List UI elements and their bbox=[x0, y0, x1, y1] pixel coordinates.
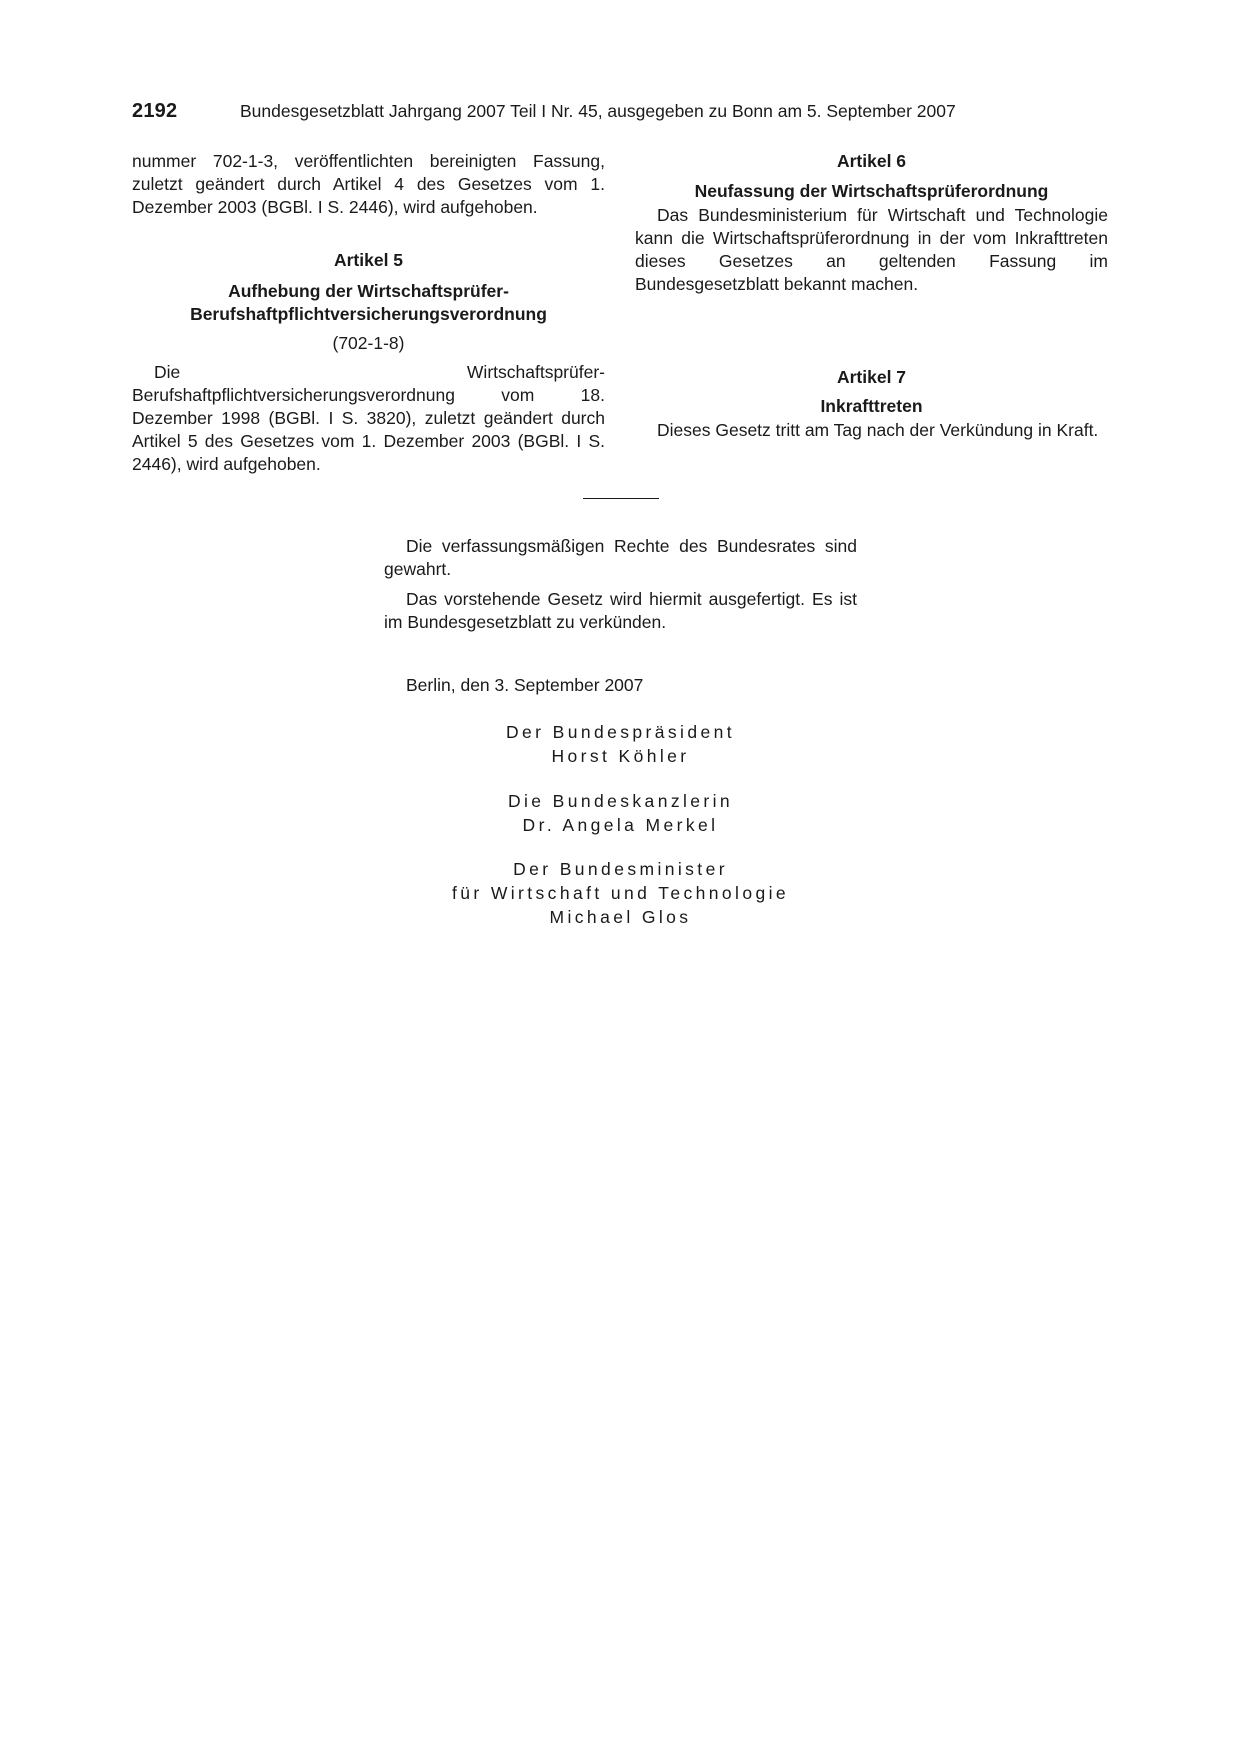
signing-date: Berlin, den 3. September 2007 bbox=[406, 675, 644, 695]
artikel-7-title: Artikel 7 bbox=[836, 367, 907, 387]
page-number: 2192 bbox=[132, 100, 178, 122]
artikel-6-title: Artikel 6 bbox=[836, 151, 907, 171]
gazette-title: Bundesgesetzblatt Jahrgang 2007 Teil I Nr. 45, ausgegeben zu Bonn am 5. September 2007 bbox=[240, 101, 956, 121]
artikel-5-number: (702-1-8) bbox=[332, 333, 405, 353]
artikel-5-subtitle-line1: Aufhebung der Wirtschaftsprüfer- bbox=[228, 281, 509, 301]
artikel-5-body: Die Wirtschaftsprüfer-Berufshaftpflichtversicherungsverordnung vom 18. Dezember 1998 (BGBl. I S. 3820), zuletzt geändert durch Artikel 5 des Gesetzes vom 1. Dezember 2003 (BGBl. I S. 2446), wird aufgehoben. bbox=[132, 362, 605, 474]
signature-name: Horst Köhler bbox=[551, 746, 690, 766]
signature-role: Die Bundeskanzlerin bbox=[507, 791, 734, 811]
artikel-7-body: Dieses Gesetz tritt am Tag nach der Verkündung in Kraft. bbox=[657, 420, 1099, 440]
artikel-7-subtitle: Inkrafttreten bbox=[820, 396, 923, 416]
closing-block bbox=[384, 535, 857, 641]
signature-block-chancellor bbox=[384, 789, 857, 837]
section-divider bbox=[583, 498, 659, 499]
continuation-paragraph: nummer 702-1-3, veröffentlichten bereinigten Fassung, zuletzt geändert durch Artikel 4 des Gesetzes vom 1. Dezember 2003 (BGBl. I S. 2446), wird aufgehoben. bbox=[132, 151, 605, 217]
artikel-6-body: Das Bundesministerium für Wirtschaft und Technologie kann die Wirtschaftsprüferordnung in der vom Inkrafttreten dieses Gesetzes an geltenden Fassung im Bundesgesetzblatt bekannt machen. bbox=[635, 205, 1108, 294]
artikel-6-subtitle: Neufassung der Wirtschaftsprüferordnung bbox=[694, 181, 1049, 201]
page-header bbox=[132, 100, 1108, 126]
signature-role: Der Bundespräsident bbox=[505, 722, 735, 742]
artikel-5-title: Artikel 5 bbox=[333, 250, 404, 270]
right-column bbox=[635, 150, 1108, 442]
closing-paragraph-2: Das vorstehende Gesetz wird hiermit ausgefertigt. Es ist im Bundesgesetzblatt zu verkünden. bbox=[384, 589, 857, 632]
signature-name: Dr. Angela Merkel bbox=[522, 815, 719, 835]
left-column bbox=[132, 150, 605, 476]
signature-block-minister bbox=[384, 857, 857, 929]
signature-role-line2: für Wirtschaft und Technologie bbox=[451, 883, 790, 903]
signature-role: Der Bundesminister bbox=[513, 859, 728, 879]
signature-block-president bbox=[384, 720, 857, 768]
signature-name: Michael Glos bbox=[549, 907, 692, 927]
closing-paragraph-1: Die verfassungsmäßigen Rechte des Bundesrates sind gewahrt. bbox=[384, 536, 857, 579]
artikel-5-subtitle-line2: Berufshaftpflichtversicherungsverordnung bbox=[190, 304, 547, 324]
